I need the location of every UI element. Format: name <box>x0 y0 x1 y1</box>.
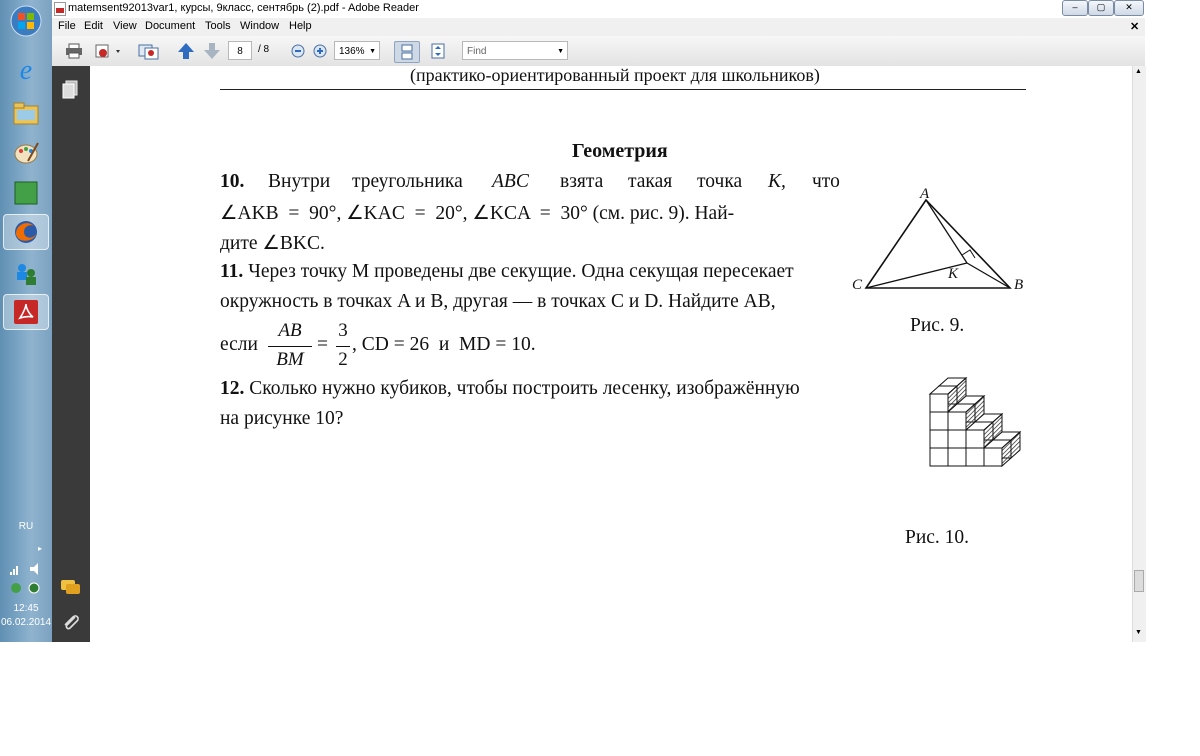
problem-10-line-3: дите ∠BKC. <box>220 233 325 254</box>
scrolling-mode-button[interactable] <box>394 41 420 63</box>
menu-help[interactable]: Help <box>289 20 312 32</box>
paint-palette-icon <box>12 139 40 167</box>
cube-face <box>948 412 966 430</box>
problem-12-number: 12. <box>220 378 245 399</box>
menu-document[interactable]: Document <box>145 20 196 32</box>
cube-face <box>948 430 966 448</box>
header-text: (практико-ориентированный проект для школьников) <box>410 66 820 85</box>
find-placeholder: Find <box>467 46 487 57</box>
close-button[interactable]: ✕ <box>1114 0 1144 16</box>
taskbar-paint-button[interactable] <box>6 136 46 170</box>
document-view[interactable] <box>90 66 1132 642</box>
taskbar-ie-button[interactable] <box>6 52 46 86</box>
fraction-1-numerator: AB <box>278 320 302 341</box>
fraction-2-bar <box>336 346 350 347</box>
problem-10-line-1 <box>220 171 842 193</box>
page-thumbnails-icon[interactable] <box>62 80 80 100</box>
word: такая <box>628 171 673 192</box>
adobe-reader-icon <box>12 298 40 326</box>
tray-expand-icon[interactable]: ▸ <box>37 544 42 553</box>
volume-icon <box>30 563 38 575</box>
menu-file[interactable]: File <box>58 20 76 32</box>
taskbar-network-button[interactable] <box>6 256 46 290</box>
header-rule <box>220 89 1026 90</box>
figure-9-label-c: C <box>852 277 863 293</box>
cube-face <box>930 448 948 466</box>
math-k: K, <box>768 171 786 192</box>
antivirus-icon <box>29 583 39 593</box>
problem-11-line-3-prefix: если <box>220 334 258 355</box>
figure-9-label-b: B <box>1014 277 1024 293</box>
page-total: / 8 <box>258 44 270 55</box>
pdf-page <box>90 66 1132 642</box>
find-dropdown-icon[interactable]: ▼ <box>557 48 564 55</box>
scroll-up-arrow-icon[interactable]: ▲ <box>1135 68 1142 75</box>
problem-12-line-1 <box>220 378 800 400</box>
problem-10-line-2: ∠AKB = 90°, ∠KAC = 20°, ∠KCA = 30° (см. рис. 9). Най- <box>220 203 735 224</box>
equals-sign: = <box>317 334 328 355</box>
page-number-input[interactable]: 8 <box>228 41 252 60</box>
attach-send-button[interactable] <box>94 41 124 61</box>
taskbar-firefox-button[interactable] <box>3 214 49 250</box>
word: взята <box>560 171 604 192</box>
taskbar-explorer-button[interactable] <box>6 96 46 130</box>
send-document-icon <box>95 43 123 59</box>
cube-face <box>966 448 984 466</box>
start-button[interactable] <box>6 4 46 38</box>
clock-time[interactable]: 12:45 <box>13 603 39 614</box>
figure-9-label-a: A <box>920 186 930 202</box>
share-button[interactable] <box>138 41 160 61</box>
math-abc: ABC <box>492 171 529 192</box>
zoom-out-button[interactable] <box>290 41 306 61</box>
cube-face <box>948 448 966 466</box>
attachments-icon[interactable] <box>60 612 82 634</box>
green-app-icon <box>13 180 39 206</box>
pdf-file-icon <box>54 2 66 16</box>
fit-page-icon <box>430 43 446 59</box>
network-users-icon <box>12 259 40 287</box>
scroll-thumb[interactable] <box>1134 570 1144 592</box>
fraction-2-denominator: 2 <box>338 349 348 370</box>
menu-tools[interactable]: Tools <box>205 20 231 32</box>
navigation-pane <box>52 66 90 642</box>
figure-10-caption: Рис. 10. <box>905 527 970 548</box>
zoom-in-button[interactable] <box>312 41 328 61</box>
word: что <box>812 171 840 192</box>
previous-page-button[interactable] <box>176 41 196 61</box>
arrow-up-icon <box>177 42 195 60</box>
problem-11-line-2: окружность в точках A и B, другая — в точках C и D. Найдите AB, <box>220 291 776 312</box>
problem-11-line-1 <box>220 261 794 283</box>
cube-face <box>930 412 948 430</box>
zoom-out-icon <box>291 44 305 58</box>
taskbar-app-green-button[interactable] <box>6 176 46 210</box>
fraction-1-denominator: BM <box>276 349 304 370</box>
zoom-in-icon <box>313 44 327 58</box>
language-indicator[interactable]: RU <box>18 521 34 532</box>
document-close-button[interactable]: ✕ <box>1130 21 1140 33</box>
folder-icon <box>12 100 40 126</box>
fraction-1-bar <box>268 346 312 347</box>
toolbar <box>52 36 1145 67</box>
maximize-button[interactable]: ▢ <box>1088 0 1114 16</box>
taskbar-adobe-reader-button[interactable] <box>3 294 49 330</box>
fit-page-button[interactable] <box>426 41 450 61</box>
svg-text:e: e <box>19 55 33 83</box>
find-input[interactable] <box>462 41 568 60</box>
clock-date[interactable]: 06.02.2014 <box>0 617 52 628</box>
firefox-icon <box>12 218 40 246</box>
print-button[interactable] <box>64 41 84 61</box>
cube-face <box>966 430 984 448</box>
menu-window[interactable]: Window <box>240 20 280 32</box>
cube-face <box>984 448 1002 466</box>
menu-edit[interactable]: Edit <box>84 20 103 32</box>
figure-9-label-k: K <box>948 266 959 282</box>
cube-grid <box>930 378 1020 466</box>
figure-9-triangle <box>850 184 1040 299</box>
security-icon <box>11 583 21 593</box>
next-page-button[interactable] <box>202 41 222 61</box>
problem-11-line-3-suffix: , CD = 26 и MD = 10. <box>352 334 536 355</box>
problem-11-text-1: Через точку M проведены две секущие. Одна секущая пересекает <box>248 261 794 282</box>
problem-12-line-2: на рисунке 10? <box>220 408 344 429</box>
tray-icons[interactable] <box>8 562 44 596</box>
comments-icon[interactable] <box>60 578 82 598</box>
windows-logo-icon <box>9 4 43 38</box>
signal-icon <box>10 566 18 575</box>
title-bar <box>52 0 1145 18</box>
problem-12-text-1: Сколько нужно кубиков, чтобы построить лесенку, изображённую <box>249 378 800 399</box>
fraction-2-numerator: 3 <box>338 320 348 341</box>
share-icon <box>138 42 160 60</box>
windows-taskbar <box>0 0 53 642</box>
problem-11-number: 11. <box>220 261 244 282</box>
scroll-down-arrow-icon[interactable]: ▼ <box>1135 629 1142 636</box>
scroll-pages-icon <box>399 44 415 60</box>
adobe-reader-window <box>52 0 1145 642</box>
figure-9-caption: Рис. 9. <box>910 315 965 336</box>
zoom-level-value: 136% <box>339 46 365 57</box>
section-title: Геометрия <box>572 140 668 162</box>
problem-10-number: 10. <box>220 171 245 192</box>
cube-face <box>930 430 948 448</box>
figure-10-staircase <box>926 348 1066 513</box>
chevron-down-icon: ▼ <box>369 48 376 55</box>
menu-view[interactable]: View <box>113 20 137 32</box>
word: точка <box>697 171 743 192</box>
internet-explorer-icon <box>12 55 40 83</box>
menu-bar <box>52 18 1145 36</box>
cube-face <box>930 394 948 412</box>
minimize-button[interactable]: – <box>1062 0 1088 16</box>
word: Внутри <box>268 171 331 192</box>
word: треугольника <box>352 171 463 192</box>
zoom-level-select[interactable] <box>334 41 380 60</box>
window-title: matemsent92013var1, курсы, 9класс, сентябрь (2).pdf - Adobe Reader <box>68 2 419 14</box>
arrow-down-icon <box>203 42 221 60</box>
vertical-scrollbar[interactable] <box>1132 66 1146 642</box>
printer-icon <box>65 43 83 59</box>
